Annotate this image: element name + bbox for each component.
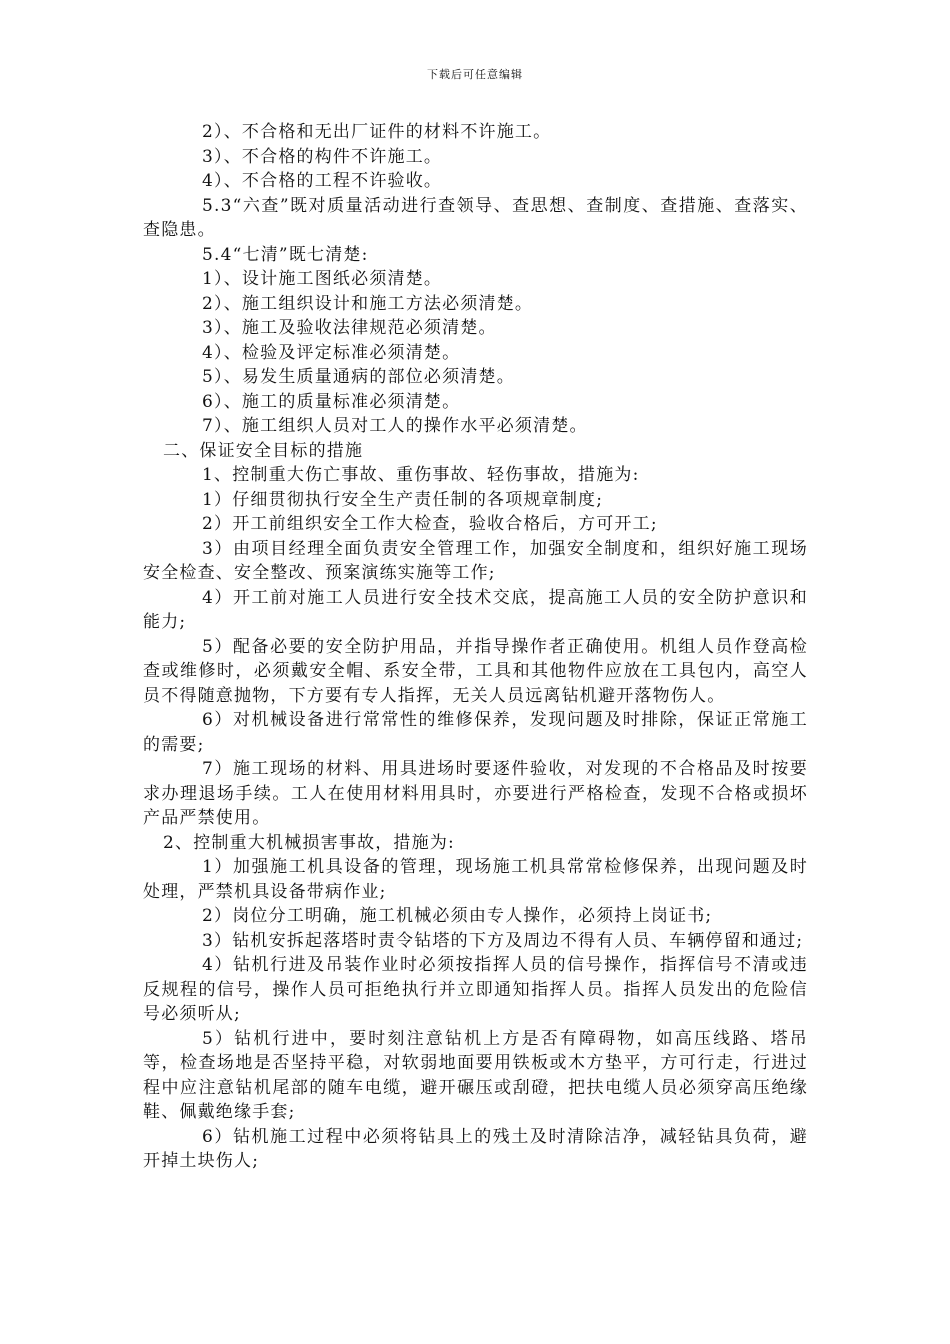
paragraph: 5）、易发生质量通病的部位必须清楚。 bbox=[202, 367, 515, 387]
paragraph: 7）、施工组织人员对工人的操作水平必须清楚。 bbox=[202, 416, 588, 436]
paragraph: 5）配备必要的安全防护用品，并指导操作者正确使用。机组人员作登高检查或维修时，必须戴安全帽、系安全带，工具和其他物件应放在工具包内，高空人员不得随意抛物，下方要有专人指挥，无关人员远离钻机避开落物伤人。 bbox=[143, 636, 808, 706]
paragraph: 二、保证安全目标的措施 bbox=[163, 440, 364, 461]
paragraph: 6）钻机施工过程中必须将钻具上的残土及时清除洁净，减轻钻具负荷，避开掉土块伤人; bbox=[143, 1126, 808, 1171]
paragraph: 4）钻机行进及吊装作业时必须按指挥人员的信号操作，指挥信号不清或违反规程的信号，操作人员可拒绝执行并立即通知指挥人员。指挥人员发出的危险信号必须听从; bbox=[143, 955, 808, 1024]
paragraph: 5.4“七清”既七清楚: bbox=[202, 244, 369, 265]
paragraph: 1）、设计施工图纸必须清楚。 bbox=[202, 269, 443, 289]
paragraph: 4）、检验及评定标准必须清楚。 bbox=[202, 342, 461, 363]
paragraph: 4）、不合格的工程不许验收。 bbox=[202, 171, 443, 191]
paragraph: 2）、施工组织设计和施工方法必须清楚。 bbox=[202, 293, 534, 314]
paragraph: 6）、施工的质量标准必须清楚。 bbox=[202, 391, 461, 412]
paragraph: 1、控制重大伤亡事故、重伤事故、轻伤事故，措施为: bbox=[202, 465, 640, 485]
paragraph: 3）、不合格的构件不许施工。 bbox=[202, 146, 443, 167]
paragraph: 2）岗位分工明确，施工机械必须由专人操作，必须持上岗证书; bbox=[202, 906, 713, 926]
paragraph: 4）开工前对施工人员进行安全技术交底，提高施工人员的安全防护意识和能力; bbox=[143, 587, 808, 632]
paragraph: 3）由项目经理全面负责安全管理工作，加强安全制度和，组织好施工现场安全检查、安全整改、预案演练实施等工作; bbox=[143, 538, 808, 583]
paragraph: 1）加强施工机具设备的管理，现场施工机具常常检修保养，出现问题及时处理，严禁机具设备带病作业; bbox=[143, 857, 808, 902]
paragraph: 7）施工现场的材料、用具进场时要逐件验收，对发现的不合格品及时按要求办理退场手续。工人在使用材料用具时，亦要进行严格检查，发现不合格或损坏产品严禁使用。 bbox=[143, 759, 808, 828]
page-header: 下载后可任意编辑 bbox=[427, 68, 523, 81]
paragraph: 2）、不合格和无出厂证件的材料不许施工。 bbox=[202, 122, 552, 142]
paragraph: 2、控制重大机械损害事故，措施为: bbox=[163, 832, 455, 853]
paragraph: 2）开工前组织安全工作大检查，验收合格后，方可开工; bbox=[202, 514, 658, 534]
paragraph: 5）钻机行进中，要时刻注意钻机上方是否有障碍物，如高压线路、塔吊等，检查场地是否坚持平稳，对软弱地面要用铁板或木方垫平，方可行走，行进过程中应注意钻机尾部的随车电缆，避开碾压或刮磴，把扶电缆人员必须穿高压绝缘鞋、佩戴绝缘手套; bbox=[143, 1028, 808, 1122]
paragraph: 6）对机械设备进行常常性的维修保养，发现问题及时排除，保证正常施工的需要; bbox=[143, 710, 808, 755]
paragraph: 3）钻机安拆起落塔时责令钻塔的下方及周边不得有人员、车辆停留和通过; bbox=[202, 930, 804, 951]
paragraph: 5.3“六查”既对质量活动进行查领导、查思想、查制度、查措施、查落实、查隐患。 bbox=[143, 195, 808, 240]
paragraph: 1）仔细贯彻执行安全生产责任制的各项规章制度; bbox=[202, 489, 604, 510]
document-body bbox=[143, 120, 808, 1174]
paragraph: 3）、施工及验收法律规范必须清楚。 bbox=[202, 318, 497, 338]
